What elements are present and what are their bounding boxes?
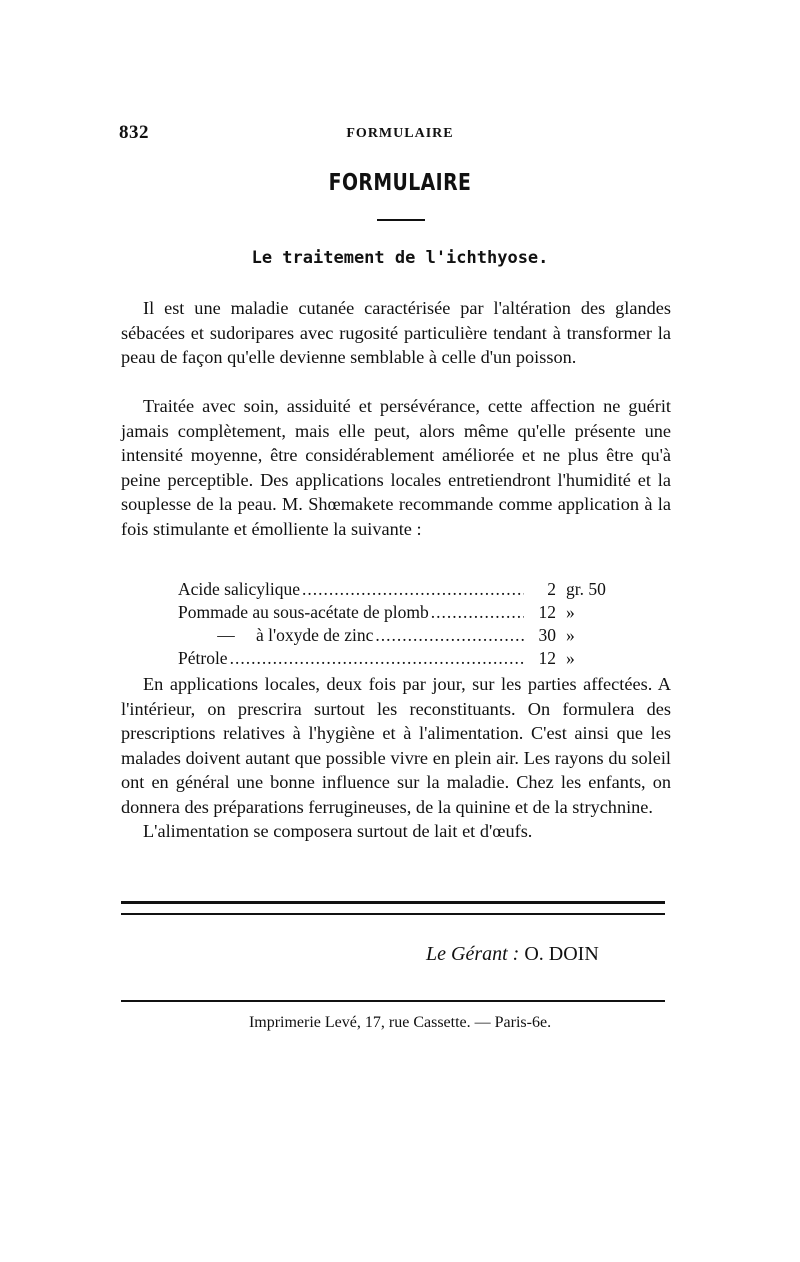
signature [426,943,599,966]
leader-dots [302,578,524,601]
ditto-dash: — [217,625,235,645]
paragraph-text: L'alimentation se composera surtout de lait et d'œufs. [143,821,533,841]
ingredient-unit: » [566,648,575,668]
double-divider [121,901,665,915]
leader-dots [230,647,524,670]
paragraph-application [121,672,671,844]
section-title: FORMULAIRE [328,170,472,196]
ingredient-name: Pommade au sous-acétate de plomb [178,602,429,622]
paragraph-text: Traitée avec soin, assiduité et persévérance, cette affection ne guérit jamais complètement, mais elle peut, alors même qu'elle présente une intensité moyenne, être considérablement améliorée et ne plus être qu'à peine perceptible. Des applications locales entretiendront l'humidité et la souplesse de la peau. M. Shœmakete recommande comme application à la fois stimulante et émolliente la suivante : [121,396,671,539]
leader-dots [431,601,524,624]
signature-label: Le Gérant : [426,943,520,965]
page-number: 832 [119,122,149,143]
prescription-item [178,601,638,624]
ingredient-name: à l'oxyde de zinc [256,625,374,645]
ingredient-quantity: 12 [538,648,556,668]
ingredient-name: Acide salicylique [178,579,300,599]
paragraph-text: Il est une maladie cutanée caractérisée par l'altération des glandes sébacées et sudoripares avec rugosité particulière tendant à transformer la peau de façon qu'elle devienne semblable à celle d'un poisson. [121,298,671,367]
prescription-item [178,647,638,670]
paragraph-text: En applications locales, deux fois par jour, sur les parties affectées. A l'intérieur, on prescrira surtout les reconstituants. On formulera des prescriptions relatives à l'hygiène et à l'alimentation. C'est ainsi que les malades doivent autant que possible vivre en plein air. Les rayons du soleil ont en général une bonne influence sur la maladie. Chez les enfants, on donnera des préparations ferrugineuses, de la quinine et de la strychnine. [121,674,671,817]
ingredient-name: Pétrole [178,648,228,668]
prescription-item [178,624,638,647]
ingredient-quantity: 12 [538,602,556,622]
running-head: FORMULAIRE [346,126,454,141]
printer-imprint: Imprimerie Levé, 17, rue Cassette. — Paris-6e. [248,1014,552,1031]
title-divider [377,219,425,221]
signature-name: O. DOIN [524,943,599,965]
ingredient-quantity: 30 [538,625,556,645]
prescription-list [178,578,638,670]
prescription-item [178,578,638,601]
leader-dots [375,624,524,647]
paragraph-treatment [121,394,671,541]
footer-divider [121,1000,665,1002]
paragraph-intro [121,296,671,370]
ingredient-unit: gr. 50 [566,579,606,599]
ingredient-quantity: 2 [547,579,556,599]
article-subtitle: Le traitement de l'ichthyose. [251,248,549,268]
ingredient-unit: » [566,602,575,622]
ingredient-unit: » [566,625,575,645]
